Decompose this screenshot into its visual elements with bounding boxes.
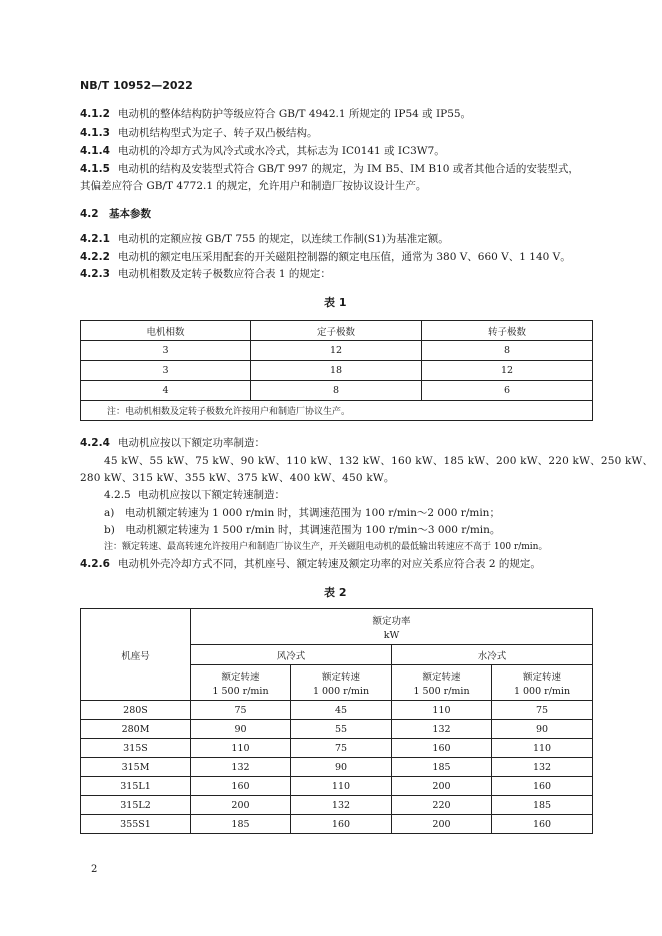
table-cell: 110 <box>492 739 593 758</box>
speed-label: 额定转速 <box>422 671 461 683</box>
table-cell: 315S <box>81 739 191 758</box>
header-cell: 电机相数 <box>81 321 251 341</box>
header-cell: 转子极数 <box>422 321 593 341</box>
clause-text: 电动机外壳冷却方式不同，其机座号、额定转速及额定功率的对应关系应符合表 2 的规定。 <box>118 558 541 570</box>
speed-label: 额定转速 <box>523 671 562 683</box>
clause-text: 电动机的额定电压采用配套的开关磁阻控制器的额定电压值，通常为 380 V、660 V、1 140 V。 <box>118 251 571 263</box>
clause-text: 电动机应按以下额定转速制造： <box>138 489 285 501</box>
table-row <box>81 720 593 739</box>
speed-note: 注：额定转速、最高转速允许按用户和制造厂协议生产，开关磁阻电动机的最低输出转速应不高于 100 r/min。 <box>104 542 548 552</box>
air-cooled-header: 风冷式 <box>191 645 392 665</box>
clause-4-2-1 <box>80 232 449 246</box>
clause-text: 电动机的结构及安装型式符合 GB/T 997 的规定，为 IM B5、IM B10 或者其他合适的安装型式， <box>118 163 579 175</box>
table-cell: 90 <box>492 720 593 739</box>
table-2-caption: 表 2 <box>324 586 347 599</box>
table-cell: 160 <box>191 777 291 796</box>
table-header-row <box>81 321 593 341</box>
table-row <box>81 381 593 401</box>
clause-number: 4.1.2 <box>80 108 110 120</box>
clause-text: 电动机应按以下额定功率制造： <box>118 437 265 449</box>
table-2 <box>80 608 593 834</box>
clause-number: 4.2.1 <box>80 233 110 245</box>
table-cell: 8 <box>422 341 593 361</box>
speed-item-a: a) 电动机额定转速为 1 000 r/min 时，其调速范围为 100 r/min～2 000 r/min； <box>104 507 500 519</box>
table-cell: 160 <box>392 739 492 758</box>
page-number: 2 <box>91 864 98 875</box>
table-cell: 160 <box>492 777 593 796</box>
table-row <box>81 758 593 777</box>
table-cell: 75 <box>492 701 593 720</box>
speed-header-cell <box>291 665 392 701</box>
table-row <box>81 701 593 720</box>
table-cell: 3 <box>81 341 251 361</box>
speed-label: 额定转速 <box>221 671 260 683</box>
table-cell: 160 <box>492 815 593 834</box>
table-cell: 185 <box>191 815 291 834</box>
clause-number: 4.2.2 <box>80 251 110 263</box>
clause-4-2-5 <box>104 488 285 502</box>
table-cell: 200 <box>392 777 492 796</box>
section-number: 4.2 <box>80 208 99 220</box>
table-row <box>81 777 593 796</box>
table-cell: 75 <box>291 739 392 758</box>
section-4-2-heading <box>80 207 151 221</box>
table-cell: 132 <box>191 758 291 777</box>
clause-4-2-3 <box>80 267 331 281</box>
power-header-label: 额定功率 <box>372 615 411 627</box>
speed-value: 1 500 r/min <box>212 685 269 697</box>
table-cell: 185 <box>492 796 593 815</box>
table-cell: 132 <box>492 758 593 777</box>
table-cell: 160 <box>291 815 392 834</box>
speed-header-cell <box>392 665 492 701</box>
table-cell: 110 <box>291 777 392 796</box>
table-cell: 132 <box>291 796 392 815</box>
power-list-line-2: 280 kW、315 kW、355 kW、375 kW、400 kW、450 kW。 <box>80 472 395 484</box>
clause-number: 4.1.5 <box>80 163 110 175</box>
power-header-unit: kW <box>383 629 400 641</box>
table-cell: 280S <box>81 701 191 720</box>
clause-4-2-2 <box>80 250 571 264</box>
table-cell: 315L1 <box>81 777 191 796</box>
standard-code-header: NB/T 10952—2022 <box>80 79 193 92</box>
clause-number: 4.2.4 <box>80 437 110 449</box>
clause-number: 4.1.3 <box>80 127 110 139</box>
clause-text: 电动机相数及定转子极数应符合表 1 的规定： <box>118 268 331 280</box>
table-row <box>81 815 593 834</box>
speed-header-cell <box>191 665 291 701</box>
table-cell: 18 <box>251 361 422 381</box>
speed-value: 1 000 r/min <box>312 685 370 697</box>
table-1 <box>80 320 593 421</box>
table-cell: 90 <box>191 720 291 739</box>
table-note: 注：电动机相数及定转子极数允许按用户和制造厂协议生产。 <box>81 401 593 421</box>
table-row <box>81 739 593 758</box>
section-title: 基本参数 <box>109 208 151 220</box>
power-list-line-1: 45 kW、55 kW、75 kW、90 kW、110 kW、132 kW、160 kW、185 kW、200 kW、220 kW、250 kW、 <box>104 455 654 467</box>
clause-4-1-4 <box>80 144 445 158</box>
table-cell: 12 <box>422 361 593 381</box>
clause-4-1-3 <box>80 126 318 140</box>
speed-value: 1 000 r/min <box>513 685 571 697</box>
clause-number: 4.2.6 <box>80 558 110 570</box>
speed-label: 额定转速 <box>321 671 360 683</box>
clause-4-2-4 <box>80 436 265 450</box>
table-cell: 355S1 <box>81 815 191 834</box>
table-cell: 315M <box>81 758 191 777</box>
table-cell: 8 <box>251 381 422 401</box>
clause-text: 电动机的冷却方式为风冷式或水冷式，其标志为 IC0141 或 IC3W7。 <box>118 145 445 157</box>
table-cell: 132 <box>392 720 492 739</box>
clause-4-1-5 <box>80 162 579 176</box>
clause-number: 4.2.3 <box>80 268 110 280</box>
table-header-row <box>81 609 593 645</box>
clause-text: 电动机的定额应按 GB/T 755 的规定，以连续工作制(S1)为基准定额。 <box>118 233 449 245</box>
table-cell: 220 <box>392 796 492 815</box>
table-cell: 110 <box>191 739 291 758</box>
table-cell: 3 <box>81 361 251 381</box>
table-cell: 4 <box>81 381 251 401</box>
table-note-row <box>81 401 593 421</box>
table-cell: 200 <box>392 815 492 834</box>
table-row <box>81 796 593 815</box>
table-cell: 6 <box>422 381 593 401</box>
power-header-cell <box>191 609 593 645</box>
clause-number: 4.1.4 <box>80 145 110 157</box>
speed-value: 1 500 r/min <box>413 685 470 697</box>
table-cell: 315L2 <box>81 796 191 815</box>
table-1-caption: 表 1 <box>324 296 347 309</box>
speed-header-cell <box>492 665 593 701</box>
table-row <box>81 361 593 381</box>
frame-header-cell: 机座号 <box>81 609 191 701</box>
speed-item-b: b) 电动机额定转速为 1 500 r/min 时，其调速范围为 100 r/min～3 000 r/min。 <box>104 524 501 536</box>
table-cell: 185 <box>392 758 492 777</box>
clause-4-2-6 <box>80 557 541 571</box>
water-cooled-header: 水冷式 <box>392 645 593 665</box>
table-cell: 45 <box>291 701 392 720</box>
table-cell: 12 <box>251 341 422 361</box>
clause-number: 4.2.5 <box>104 489 131 501</box>
header-cell: 定子极数 <box>251 321 422 341</box>
table-row <box>81 341 593 361</box>
clause-text: 电动机结构型式为定子、转子双凸极结构。 <box>118 127 318 139</box>
table-cell: 55 <box>291 720 392 739</box>
table-cell: 280M <box>81 720 191 739</box>
table-cell: 90 <box>291 758 392 777</box>
table-cell: 200 <box>191 796 291 815</box>
clause-text: 电动机的整体结构防护等级应符合 GB/T 4942.1 所规定的 IP54 或 IP55。 <box>118 108 472 120</box>
table-cell: 110 <box>392 701 492 720</box>
clause-4-1-2 <box>80 107 471 121</box>
table-cell: 75 <box>191 701 291 720</box>
clause-4-1-5-continuation: 其偏差应符合 GB/T 4772.1 的规定，允许用户和制造厂按协议设计生产。 <box>80 180 427 192</box>
